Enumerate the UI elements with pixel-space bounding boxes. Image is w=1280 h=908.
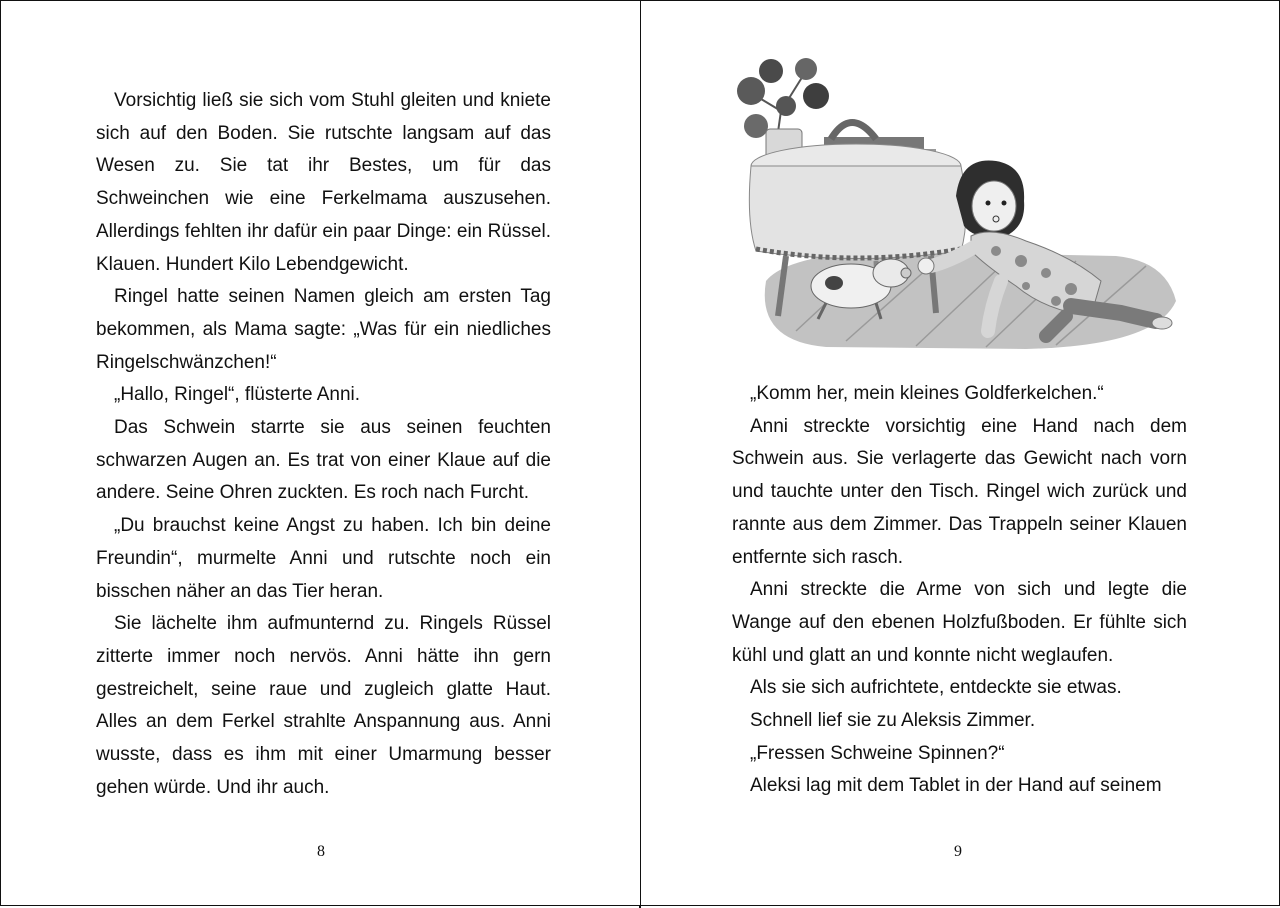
left-page	[0, 0, 641, 906]
paragraph: Schnell lief sie zu Aleksis Zimmer.	[750, 710, 1036, 732]
page-number: 9	[954, 843, 962, 860]
paragraph: Sie lächelte ihm aufmunternd zu. Ringels Rüssel zitterte immer noch nervös. Anni hätte ihn gern gestreichelt, seine raue und zugleich glatte Haut. Alles an dem Ferkel strahlte Anspannung aus. Anni wusste, dass es ihm mit einer Umarmung besser gehen würde. Und ihr auch.	[96, 613, 551, 798]
right-page	[640, 0, 1280, 906]
paragraph: Vorsichtig ließ sie sich vom Stuhl gleiten und kniete sich auf den Boden. Sie rutschte langsam auf das Wesen zu. Sie tat ihr Bestes, um für das Schweinchen wie eine Ferkelmama auszusehen. Allerdings fehlten ihr dafür ein paar Dinge: ein Rüssel. Klauen. Hundert Kilo Lebendgewicht.	[96, 90, 551, 275]
paragraph: „Du brauchst keine Angst zu haben. Ich bin deine Freundin“, murmelte Anni und rutschte noch ein bisschen näher an das Tier heran.	[96, 515, 551, 602]
illustration-girl-and-pig	[726, 51, 1181, 351]
headphones-icon	[831, 123, 876, 140]
paragraph: Als sie sich aufrichtete, entdeckte sie etwas.	[750, 677, 1122, 699]
left-page-text	[96, 85, 551, 804]
paragraph: Anni streckte die Arme von sich und legte die Wange auf den ebenen Holzfußboden. Er fühlte sich kühl und glatt an und konnte nicht weglaufen.	[732, 579, 1187, 666]
paragraph: „Fressen Schweine Spinnen?“	[750, 742, 1005, 764]
paragraph: „Komm her, mein kleines Goldferkelchen.“	[750, 383, 1104, 404]
paragraph: Das Schwein starrte sie aus seinen feuchten schwarzen Augen an. Es trat von einer Klaue auf die andere. Seine Ohren zuckten. Es roch nach Furcht.	[96, 417, 551, 504]
page-number: 8	[317, 843, 325, 860]
paragraph: Aleksi lag mit dem Tablet in der Hand auf seinem	[750, 775, 1162, 797]
right-page-text	[732, 378, 1187, 803]
paragraph: „Hallo, Ringel“, flüsterte Anni.	[114, 384, 361, 406]
paragraph: Anni streckte vorsichtig eine Hand nach dem Schwein aus. Sie verlagerte das Gewicht nach vorn und tauchte unter den Tisch. Ringel wich zurück und rannte aus dem Zimmer. Das Trappeln seiner Klauen entfernte sich rasch.	[732, 415, 1187, 568]
paragraph: Ringel hatte seinen Namen gleich am ersten Tag bekommen, als Mama sagte: „Was für ein niedliches Ringelschwänzchen!“	[96, 286, 551, 373]
